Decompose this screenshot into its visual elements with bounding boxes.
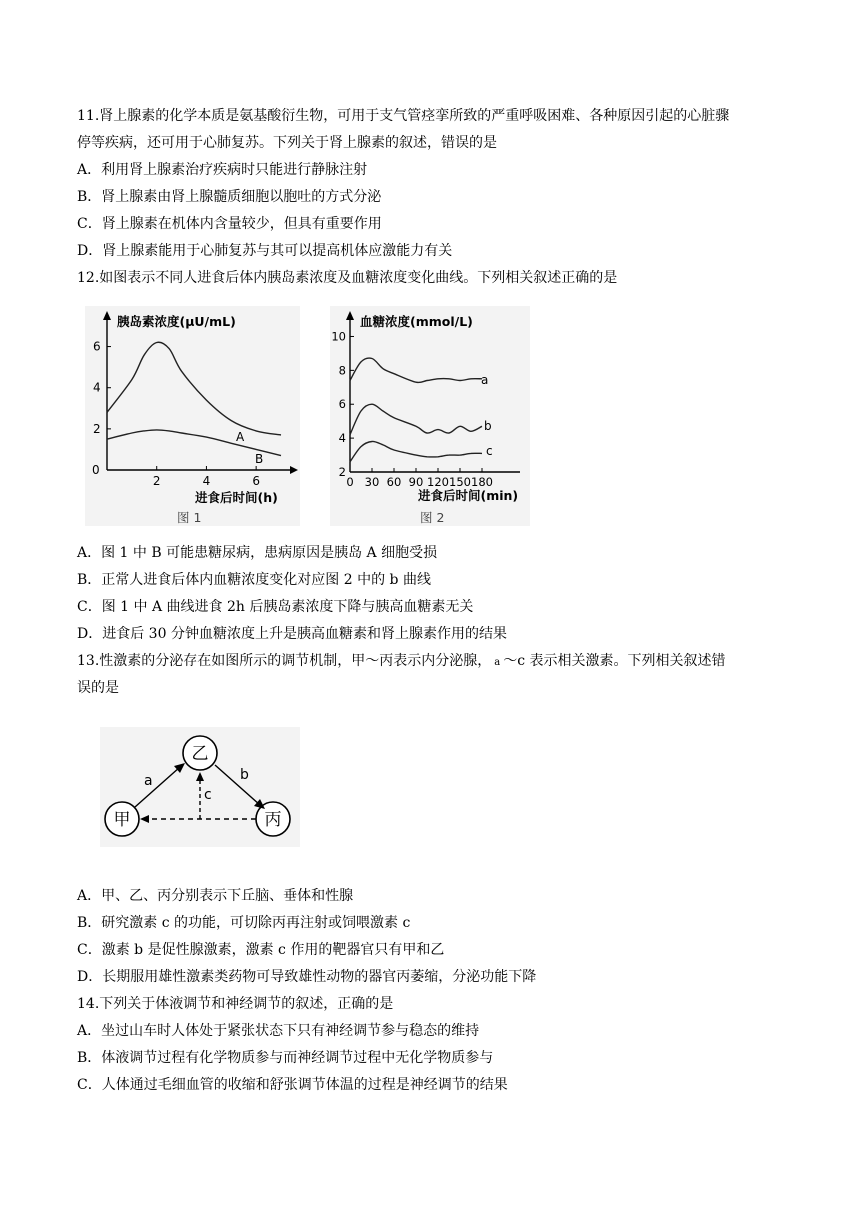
q13-stem-part2: ～c 表示相关激素。下列相关叙述错 [503, 653, 726, 669]
figure1-series-label-a: A [236, 430, 245, 444]
figure2-y-tick-label: 8 [338, 363, 346, 378]
figure2-x-tick-label: 150 [449, 475, 471, 489]
figure2-y-tick-label: 10 [331, 329, 346, 344]
figure2-x-tick-label: 0 [346, 475, 354, 489]
figure1-xlabel: 进食后时间(h) [195, 490, 278, 505]
q14-option-b: B．体液调节过程有化学物质参与而神经调节过程中无化学物质参与 [77, 1050, 494, 1066]
q12-option-b: B．正常人进食后体内血糖浓度变化对应图 2 中的 b 曲线 [77, 572, 431, 588]
figure2-x-tick-label: 120 [427, 475, 449, 489]
q14-option-c: C．人体通过毛细血管的收缩和舒张调节体温的过程是神经调节的结果 [77, 1077, 508, 1093]
figure2-y-tick-label: 2 [338, 465, 346, 479]
figure1-ylabel: 胰岛素浓度(μU/mL) [117, 314, 236, 329]
q13-option-b: B．研究激素 c 的功能，可切除丙再注射或饲喂激素 c [77, 915, 411, 931]
figure1-y-tick-label: 6 [93, 339, 101, 354]
figure2-caption: 图 2 [420, 510, 445, 525]
figure2-xlabel: 进食后时间(min) [418, 488, 519, 503]
figure2-y-tick-label: 4 [338, 431, 346, 446]
q13-option-d: D．长期服用雄性激素类药物可导致雄性动物的器官丙萎缩，分泌功能下降 [77, 969, 537, 985]
q13-stem-line2: 误的是 [77, 680, 119, 696]
q11-option-d: D．肾上腺素能用于心肺复苏与其可以提高机体应激能力有关 [77, 243, 453, 259]
q14-stem: 14.下列关于体液调节和神经调节的叙述，正确的是 [77, 996, 394, 1012]
figure1-caption: 图 1 [177, 510, 202, 525]
figure1-x-tick-label: 4 [202, 474, 211, 488]
figure2-y-tick-label: 6 [338, 397, 346, 412]
q13-stem-part1: 13.性激素的分泌存在如图所示的调节机制，甲～丙表示内分泌腺， [77, 653, 492, 669]
figure1-y-tick-label: 4 [93, 380, 101, 395]
figure2-ylabel: 血糖浓度(mmol/L) [360, 314, 473, 329]
q12-option-d: D．进食后 30 分钟血糖浓度上升是胰高血糖素和肾上腺素作用的结果 [77, 626, 507, 642]
q12-option-c: C．图 1 中 A 曲线进食 2h 后胰岛素浓度下降与胰高血糖素无关 [77, 599, 474, 615]
arrow-c-label: c [204, 787, 212, 803]
node-yi-label: 乙 [191, 744, 209, 764]
figure2-x-tick-label: 30 [364, 475, 380, 489]
figure2-series-label-c: c [486, 444, 493, 458]
figure1-origin: 0 [92, 463, 100, 477]
figure2-x-tick-label: 90 [408, 475, 424, 489]
regulation-diagram [100, 727, 300, 847]
figure2-series-label-b: b [484, 419, 492, 433]
q11-option-b: B．肾上腺素由肾上腺髓质细胞以胞吐的方式分泌 [77, 189, 382, 205]
q11-stem-line2: 停等疾病，还可用于心肺复苏。下列关于肾上腺素的叙述，错误的是 [77, 135, 497, 151]
q11-option-a: A．利用肾上腺素治疗疾病时只能进行静脉注射 [77, 162, 368, 178]
arrow-a-label: a [144, 773, 153, 789]
q13-option-c: C．激素 b 是促性腺激素，激素 c 作用的靶器官只有甲和乙 [77, 942, 445, 958]
node-jia-label: 甲 [113, 810, 131, 830]
arrow-b-label: b [240, 767, 249, 783]
figure2-chart [330, 306, 530, 526]
q11-option-c: C．肾上腺素在机体内含量较少，但具有重要作用 [77, 216, 382, 232]
q13-stem-small-a: a [494, 657, 501, 668]
node-bing-label: 丙 [264, 810, 282, 830]
q12-stem: 12.如图表示不同人进食后体内胰岛素浓度及血糖浓度变化曲线。下列相关叙述正确的是 [77, 270, 618, 286]
figure1-x-tick-label: 6 [252, 474, 260, 488]
figure2-series-label-a: a [481, 373, 489, 387]
q13-option-a: A．甲、乙、丙分别表示下丘脑、垂体和性腺 [77, 888, 354, 904]
figure1-x-tick-label: 2 [152, 474, 161, 488]
figure1-series-label-b: B [255, 452, 264, 466]
figure1-y-tick-label: 2 [93, 421, 101, 436]
figure2-x-tick-label: 60 [386, 475, 402, 489]
q12-option-a: A．图 1 中 B 可能患糖尿病，患病原因是胰岛 A 细胞受损 [77, 545, 438, 561]
figure2-x-tick-label: 180 [471, 475, 493, 489]
figure1-chart [85, 306, 300, 526]
q11-stem-line1: 11.肾上腺素的化学本质是氨基酸衍生物，可用于支气管痉挛所致的严重呼吸困难、各种原因引起的心脏骤 [77, 108, 730, 124]
q13-stem-line1 [77, 651, 726, 673]
q14-option-a: A．坐过山车时人体处于紧张状态下只有神经调节参与稳态的维持 [77, 1023, 480, 1039]
